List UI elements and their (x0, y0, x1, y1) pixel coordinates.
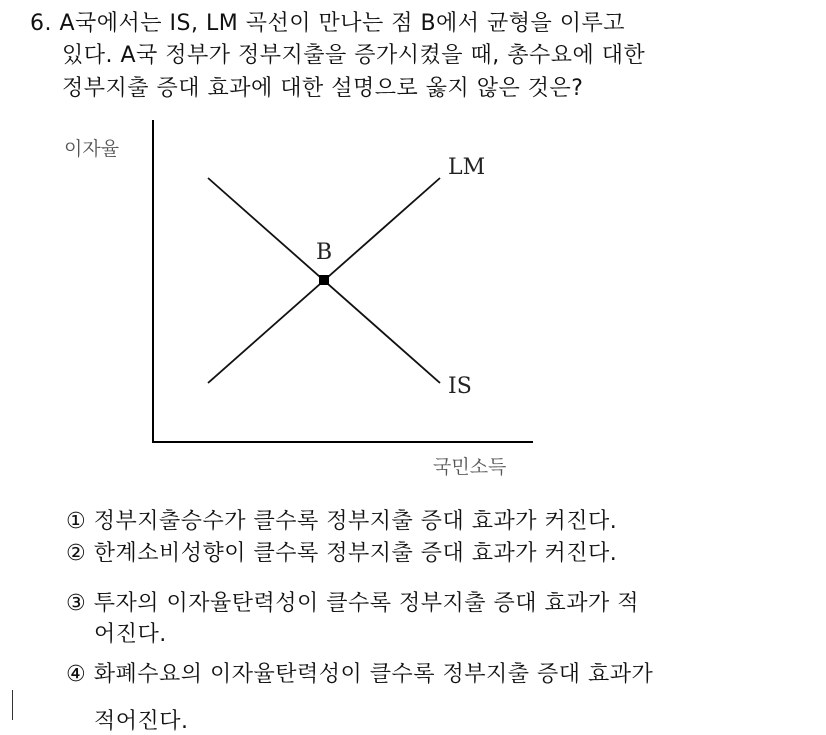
question-line-1: 6. A국에서는 IS, LM 곡선이 만나는 점 B에서 균형을 이루고 (30, 11, 626, 36)
option-4-cont: 적어진다. (94, 709, 189, 734)
question-line-3: 정부지출 증대 효과에 대한 설명으로 옳지 않은 것은? (62, 76, 584, 101)
equilibrium-point (319, 275, 329, 285)
point-b-label: B (316, 240, 333, 265)
is-label: IS (448, 374, 472, 399)
y-axis-label: 이자율 (64, 138, 120, 160)
text-cursor (12, 690, 13, 720)
question-line-2: 있다. A국 정부가 정부지출을 증가시켰을 때, 총수요에 대한 (62, 43, 646, 68)
option-1: ① 정부지출승수가 클수록 정부지출 증대 효과가 커진다. (66, 509, 618, 534)
option-3: ③ 투자의 이자율탄력성이 클수록 정부지출 증대 효과가 적 (66, 591, 639, 616)
option-3-cont: 어진다. (94, 622, 167, 647)
option-4: ④ 화폐수요의 이자율탄력성이 클수록 정부지출 증대 효과가 (66, 662, 654, 687)
x-axis-label: 국민소득 (433, 456, 507, 478)
lm-label: LM (448, 155, 486, 180)
option-2: ② 한계소비성향이 클수록 정부지출 증대 효과가 커진다. (66, 541, 618, 566)
